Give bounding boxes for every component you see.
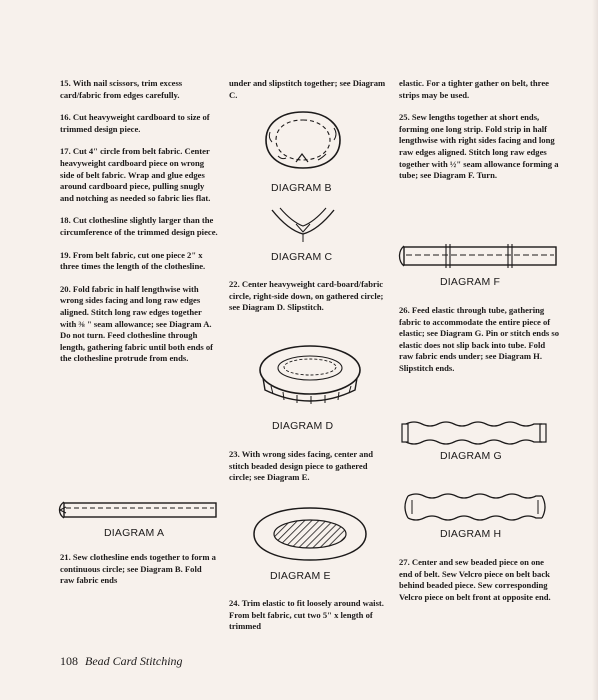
book-title: Bead Card Stitching <box>85 654 183 668</box>
diagram-c-label: DIAGRAM C <box>271 251 333 263</box>
step-24: 24. Trim elastic to fit loosely around waist. From belt fabric, cut two 5" x length of trimmed <box>229 598 384 632</box>
diagram-a-illustration <box>58 498 218 524</box>
column-3-top <box>399 78 559 193</box>
step-22: 22. Center heavyweight card-board/fabric circle, right-side down, on gathered circle; see Diagram D. Slipstitch. <box>229 279 384 313</box>
step-27: 27. Center and sew beaded piece on one end of belt. Sew Velcro piece on belt back behind beaded piece. Sew corresponding Velcro piece on belt front at opposite end. <box>399 557 551 602</box>
diagram-e-illustration <box>250 504 370 564</box>
step-26: 26. Feed elastic through tube, gathering fabric to accommodate the entire piece of elastic; see Diagram G. Pin or stitch ends so elastic does not slip back into tube. Fold raw fabric ends under; see Diagram H. Slipstitch ends. <box>399 305 559 373</box>
column-2-bottom <box>229 598 391 644</box>
step-24-continued: elastic. For a tighter gather on belt, three strips may be used. <box>399 78 549 100</box>
step-20: 20. Fold fabric in half lengthwise with wrong sides facing and long raw edges aligned. Stitch long raw edges together with ⅜ " seam allowance; see Diagram A. Do not turn. Feed clothesline through length, gathering fabric until both ends of the clothesline protrude from ends. <box>60 283 214 364</box>
step-16: 16. Cut heavyweight cardboard to size of trimmed design piece. <box>60 112 210 134</box>
step-18: 18. Cut clothesline slightly larger than the circumference of the trimmed design piece. <box>60 215 218 237</box>
page-footer <box>60 654 183 669</box>
step-21-continued: under and slipstitch together; see Diagram C. <box>229 78 386 100</box>
column-3-bottom <box>399 557 559 614</box>
step-19: 19. From belt fabric, cut one piece 2" x three times the length of the clothesline. <box>60 249 206 272</box>
diagram-f-label: DIAGRAM F <box>440 276 501 288</box>
diagram-e-label: DIAGRAM E <box>270 570 331 582</box>
step-25: 25. Sew lengths together at short ends, forming one long strip. Fold strip in half lengthwise with right sides facing and long raw edges aligned. Stitch long raw edges together with ½" seam allowance forming a tube; see Diagram F. Turn. <box>399 112 559 181</box>
diagram-c-illustration <box>268 204 338 244</box>
step-23: 23. With wrong sides facing, center and stitch beaded design piece to gathered circle; see Diagram E. <box>229 449 374 483</box>
step-15: 15. With nail scissors, trim excess card/fabric from edges carefully. <box>60 78 183 100</box>
diagram-g-illustration <box>400 418 550 448</box>
diagram-a-label: DIAGRAM A <box>104 527 165 539</box>
column-3-mid <box>399 305 559 386</box>
diagram-f-illustration <box>398 242 558 272</box>
column-2-lower <box>229 449 391 495</box>
diagram-b-illustration <box>258 106 348 176</box>
diagram-h-illustration <box>400 490 550 524</box>
page-number: 108 <box>60 654 78 668</box>
diagram-d-illustration <box>255 340 365 412</box>
diagram-h-label: DIAGRAM H <box>440 528 502 540</box>
diagram-d-label: DIAGRAM D <box>272 420 334 432</box>
step-21: 21. Sew clothesline ends together to form a continuous circle; see Diagram B. Fold raw fabric ends <box>60 552 216 586</box>
page-edge-shadow <box>592 0 598 700</box>
diagram-b-label: DIAGRAM B <box>271 182 332 194</box>
diagram-g-label: DIAGRAM G <box>440 450 502 462</box>
step-17: 17. Cut 4" circle from belt fabric. Center heavyweight cardboard piece on wrong side of belt fabric. Wrap and glue edges around cardboard piece, pulling snugly and notching as needed so fabric lies flat. <box>60 146 211 203</box>
column-2-mid <box>229 279 391 325</box>
column-1 <box>60 78 218 376</box>
column-1-bottom <box>60 552 218 598</box>
